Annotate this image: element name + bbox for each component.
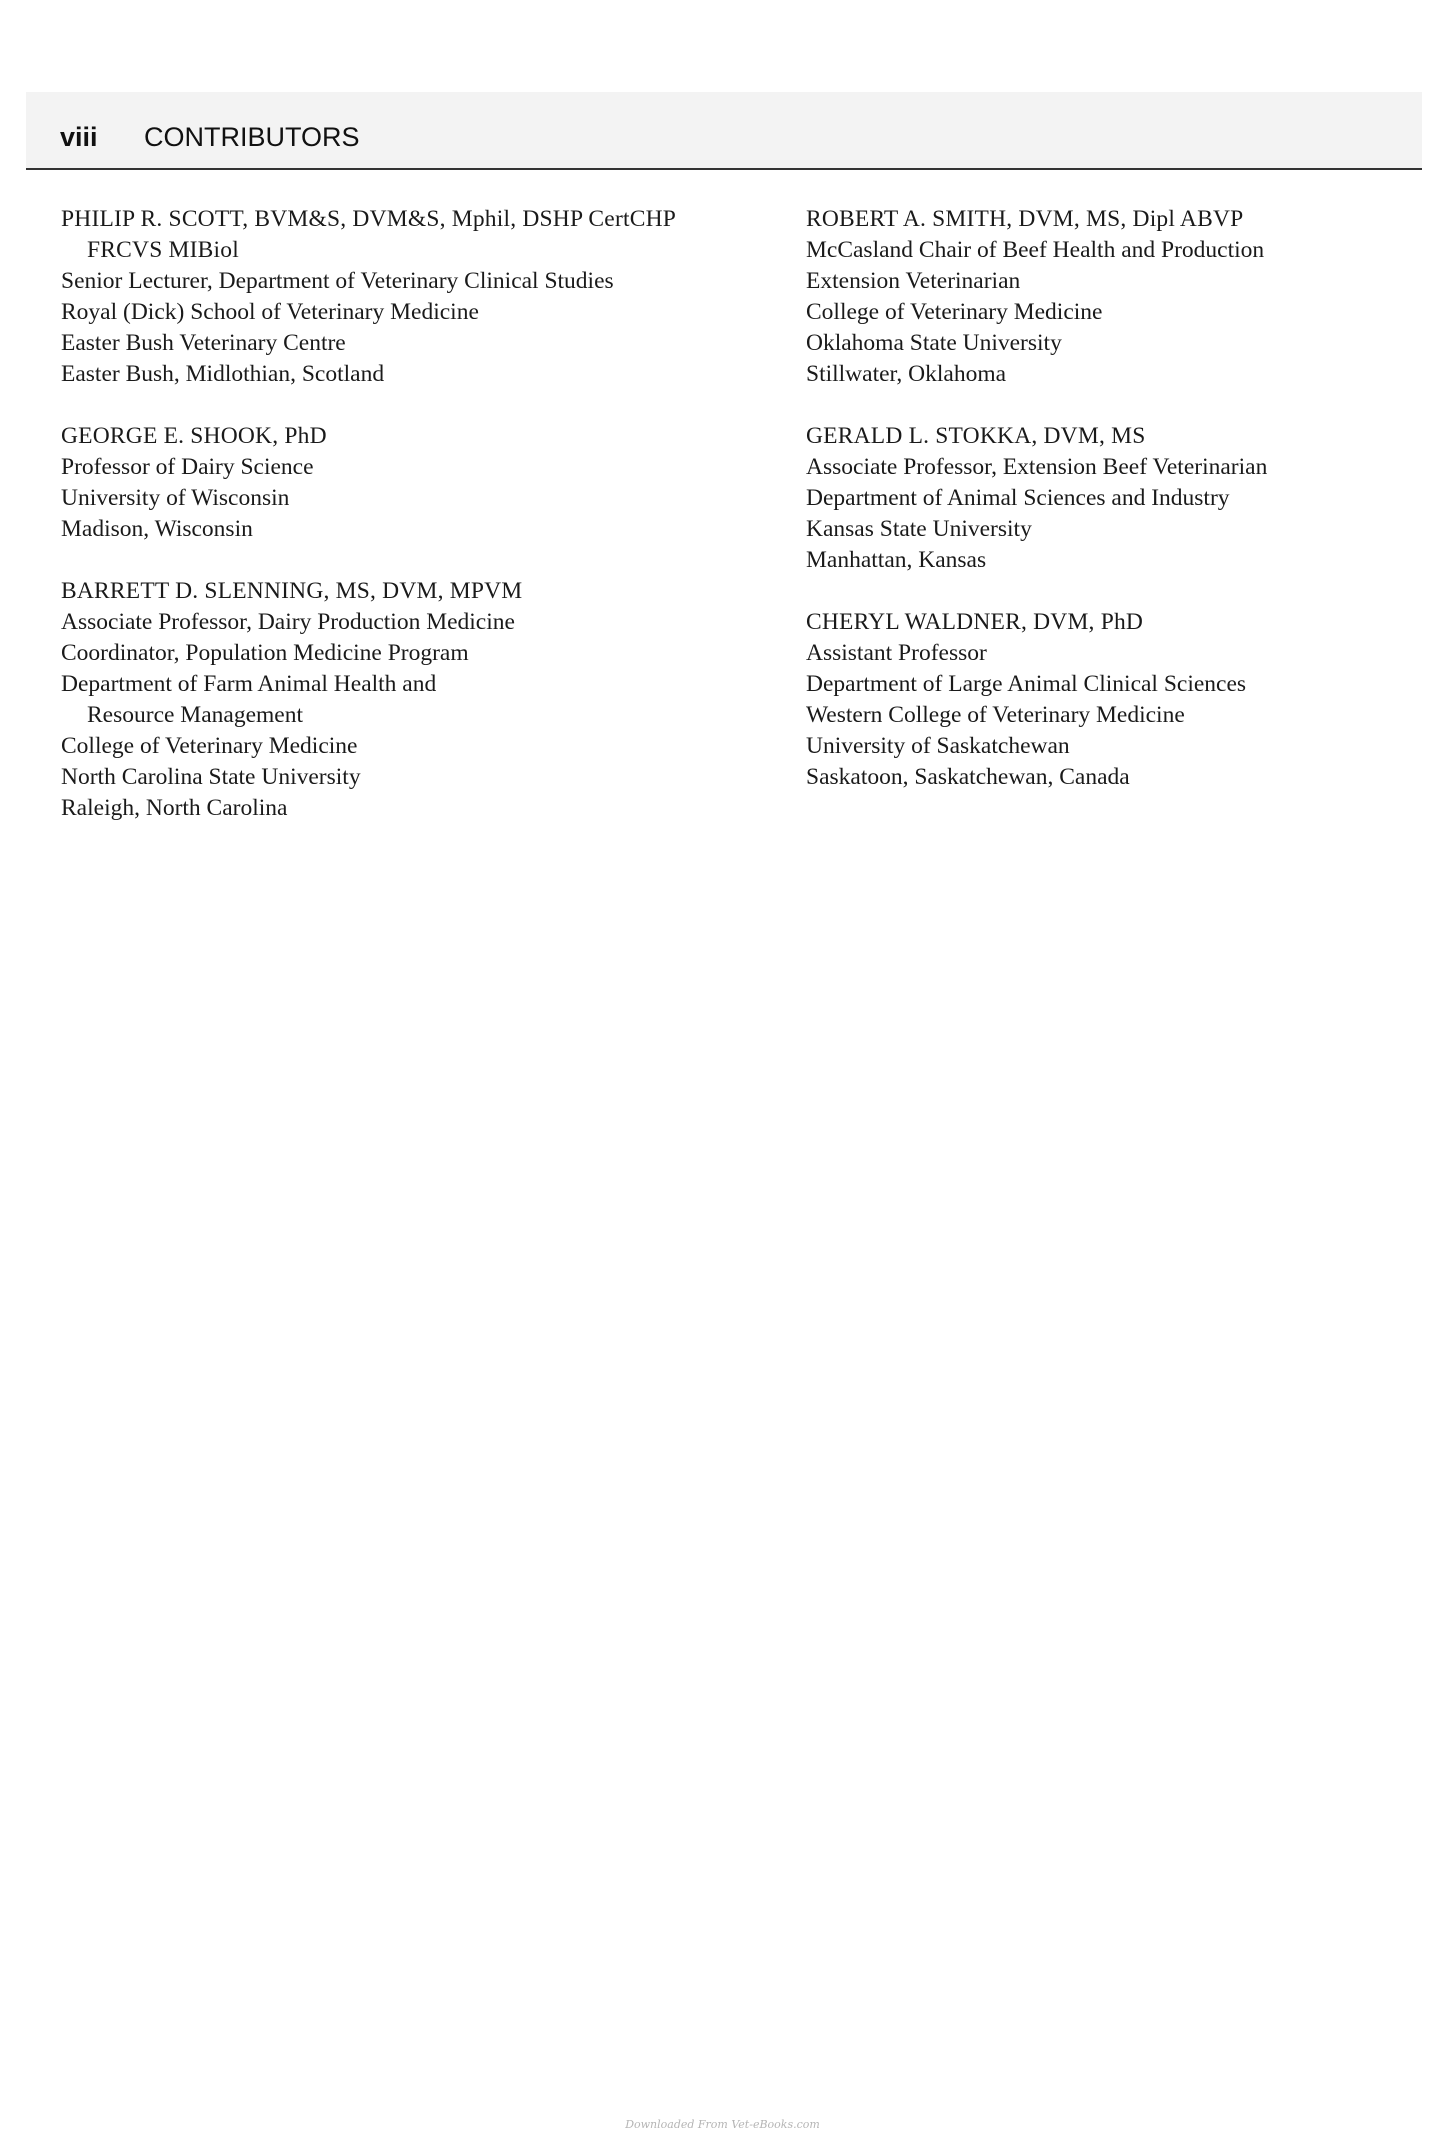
- page-header: [26, 92, 1422, 170]
- contributor-name: CHERYL WALDNER, DVM, PhD: [806, 609, 1144, 635]
- contributor-entry: [806, 607, 1445, 793]
- page-number: viii: [60, 122, 98, 152]
- contributor-name: GERALD L. STOKKA, DVM, MS: [806, 423, 1146, 449]
- affiliation-line: Saskatoon, Saskatchewan, Canada: [806, 764, 1130, 790]
- affiliation-line: University of Wisconsin: [61, 485, 290, 511]
- contributor-name: ROBERT A. SMITH, DVM, MS, Dipl ABVP: [806, 206, 1244, 232]
- affiliation-line: Senior Lecturer, Department of Veterinary Clinical Studies: [61, 268, 614, 294]
- affiliation-line: Manhattan, Kansas: [806, 547, 987, 573]
- affiliation-line: Department of Animal Sciences and Industry: [806, 485, 1230, 511]
- affiliation-line: University of Saskatchewan: [806, 733, 1070, 759]
- affiliation-line: Coordinator, Population Medicine Program: [61, 640, 469, 666]
- affiliation-line: Associate Professor, Extension Beef Veterinarian: [806, 454, 1268, 480]
- affiliation-line: College of Veterinary Medicine: [806, 299, 1103, 325]
- footer-watermark: Downloaded From Vet-eBooks.com: [625, 2118, 820, 2131]
- left-column: [61, 204, 751, 855]
- contributor-entry: [61, 421, 751, 545]
- contributor-name: GEORGE E. SHOOK, PhD: [61, 423, 327, 449]
- contributor-name: BARRETT D. SLENNING, MS, DVM, MPVM: [61, 578, 523, 604]
- affiliation-line: North Carolina State University: [61, 764, 361, 790]
- contributor-entry: [61, 576, 751, 824]
- affiliation-line: McCasland Chair of Beef Health and Production: [806, 237, 1265, 263]
- contributor-entry: [61, 204, 751, 390]
- affiliation-line: Extension Veterinarian: [806, 268, 1021, 294]
- affiliation-line: Assistant Professor: [806, 640, 987, 666]
- contributor-name: PHILIP R. SCOTT, BVM&S, DVM&S, Mphil, DSHP CertCHP FRCVS MIBiol: [61, 206, 676, 263]
- affiliation-line: Resource Management: [87, 702, 303, 728]
- affiliation-line: College of Veterinary Medicine: [61, 733, 358, 759]
- contributor-entry: [806, 421, 1445, 576]
- affiliation-line: Madison, Wisconsin: [61, 516, 253, 542]
- right-column: [806, 204, 1445, 824]
- affiliation-line: Kansas State University: [806, 516, 1032, 542]
- affiliation-line: Department of Farm Animal Health and: [61, 671, 437, 697]
- affiliation-line: Stillwater, Oklahoma: [806, 361, 1007, 387]
- affiliation-line: Western College of Veterinary Medicine: [806, 702, 1185, 728]
- contributor-entry: [806, 204, 1445, 390]
- affiliation-line: Oklahoma State University: [806, 330, 1062, 356]
- affiliation-line: Easter Bush Veterinary Centre: [61, 330, 346, 356]
- section-title: CONTRIBUTORS: [144, 122, 360, 152]
- affiliation-line: Associate Professor, Dairy Production Medicine: [61, 609, 515, 635]
- affiliation-line: Easter Bush, Midlothian, Scotland: [61, 361, 385, 387]
- affiliation-line: Royal (Dick) School of Veterinary Medicine: [61, 299, 479, 325]
- affiliation-line: Raleigh, North Carolina: [61, 795, 288, 821]
- affiliation-line: Department of Large Animal Clinical Sciences: [806, 671, 1247, 697]
- affiliation-line: Professor of Dairy Science: [61, 454, 314, 480]
